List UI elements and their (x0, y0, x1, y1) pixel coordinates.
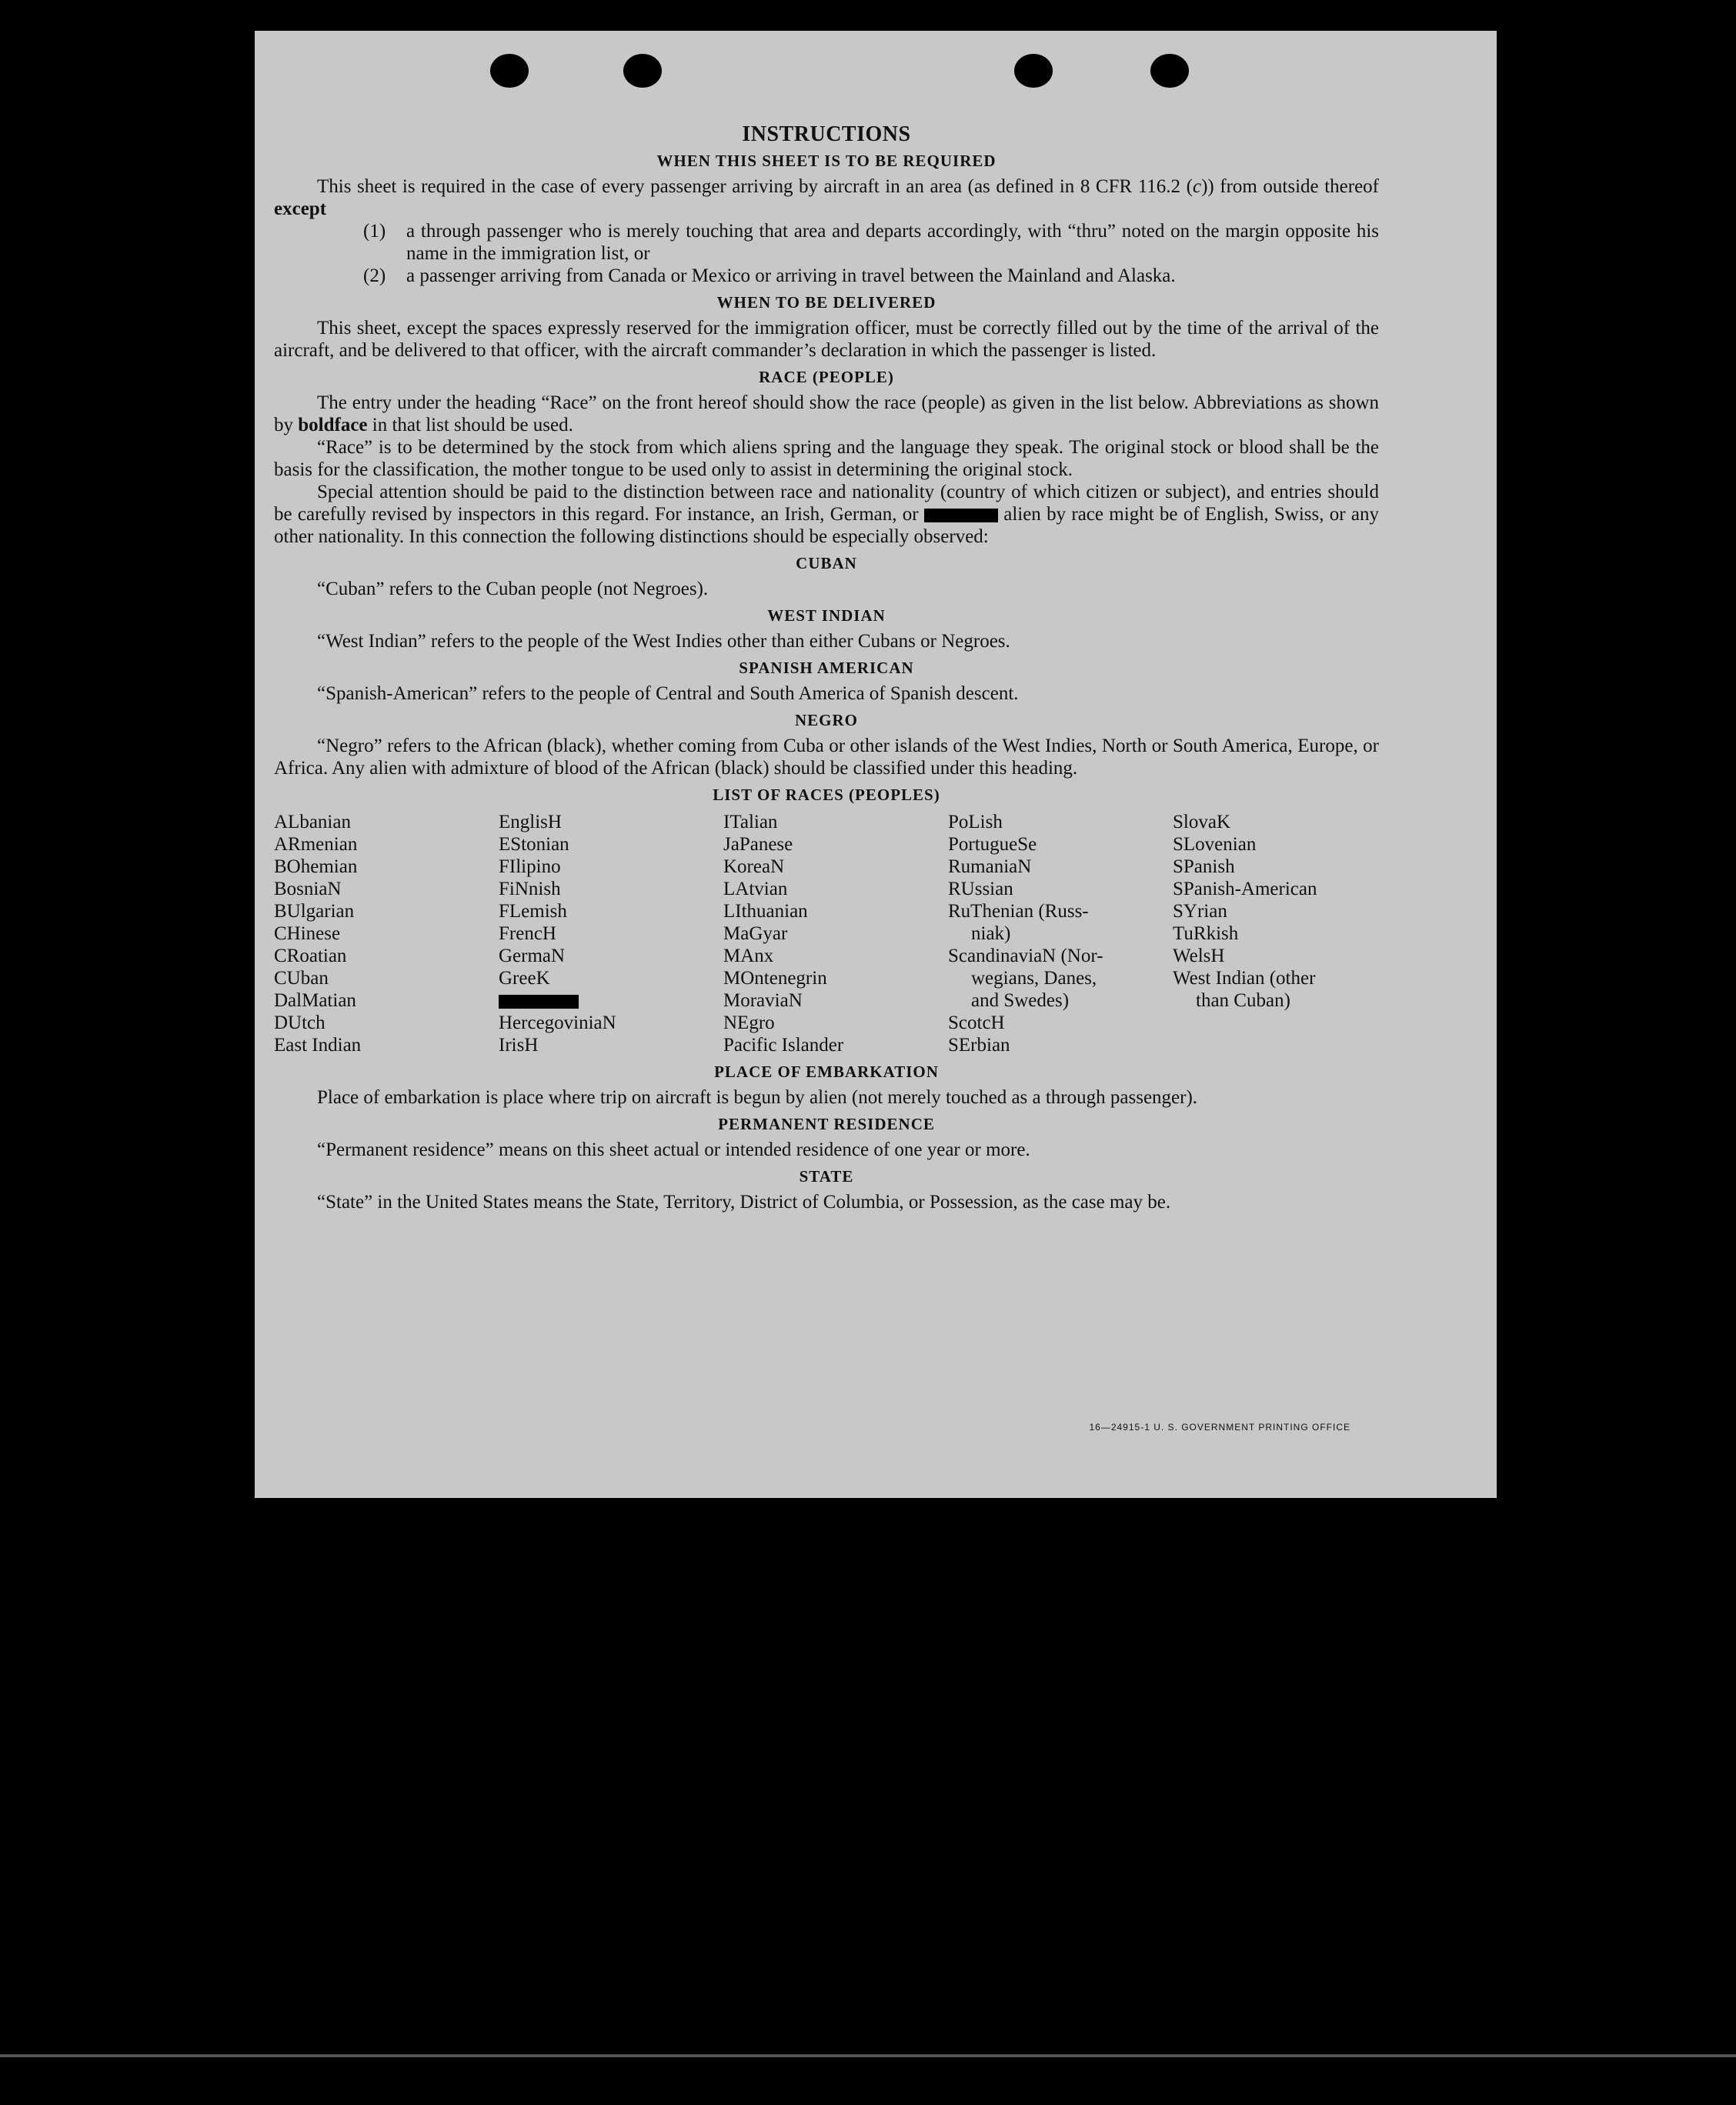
race-item: HercegoviniaN (499, 1012, 616, 1033)
race-item-continuation: than Cuban) (1196, 990, 1290, 1011)
punch-hole (1014, 54, 1053, 88)
intro-italic: c (1192, 176, 1202, 197)
list-item (363, 265, 1379, 287)
section-heading-spanish-american: SPANISH AMERICAN (739, 659, 914, 677)
race-item: SPanish-American (1173, 879, 1317, 899)
document-sheet (255, 31, 1497, 1498)
residence-text: “Permanent residence” means on this sheet actual or intended residence of one year or more. (317, 1139, 1030, 1160)
intro-text: This sheet is required in the case of every passenger arriving by aircraft in an area (as defined in 8 CFR 116.2 ( (317, 176, 1193, 197)
scan-edge-line (0, 2054, 1736, 2057)
race-item-redacted (499, 989, 723, 1012)
intro-except: except (274, 198, 327, 219)
section-heading-permanent-residence: PERMANENT RESIDENCE (718, 1115, 935, 1133)
race-item: FrencH (499, 923, 556, 944)
race-item: Pacific Islander (723, 1035, 844, 1056)
races-column (1173, 811, 1379, 1056)
state-text: “State” in the United States means the State, Territory, District of Columbia, or Possession, as the case may be. (317, 1192, 1171, 1213)
race-item: SPanish (1173, 856, 1235, 877)
race-item: MaGyar (723, 923, 788, 944)
race-item: LIthuanian (723, 901, 808, 922)
race-item: MAnx (723, 946, 774, 966)
punch-hole (1150, 54, 1189, 88)
race-item (1173, 967, 1379, 1012)
race-item (948, 900, 1173, 945)
race-item: FLemish (499, 901, 567, 922)
race-item: BOhemian (274, 856, 358, 877)
race-item: GermaN (499, 946, 566, 966)
race-item: TuRkish (1173, 923, 1239, 944)
race-paragraph-2: “Race” is to be determined by the stock from which aliens spring and the language they speak. The original stock or blood shall be the basis for the classification, the mother tongue to be used only to assist in determining the original stock. (274, 437, 1379, 480)
race-item: DUtch (274, 1012, 326, 1033)
section-heading-embarkation: PLACE OF EMBARKATION (714, 1063, 939, 1081)
race-text: Special attention should be paid to the distinction between race and nationality (country of which citizen or subject), and entries should be carefully revised by inspectors in this regard. For instance, an Irish, German, or (274, 482, 1379, 525)
spanish-american-text: “Spanish-American” refers to the people of Central and South America of Spanish descent. (317, 683, 1019, 704)
races-column (723, 811, 948, 1056)
race-text: in that list should be used. (367, 415, 573, 435)
race-item: CUban (274, 968, 329, 989)
race-paragraph-3 (274, 481, 1379, 548)
race-item: NEgro (723, 1012, 775, 1033)
item-text: a passenger arriving from Canada or Mexico or arriving in travel between the Mainland and Alaska. (406, 265, 1176, 286)
race-item: CRoatian (274, 946, 347, 966)
race-text: alien by race might be of English, Swiss, or any other nationality. In this connection the following distinctions should be especially observed: (274, 504, 1379, 547)
races-column (499, 811, 723, 1056)
instructions-content (274, 123, 1379, 1213)
races-column (948, 811, 1173, 1056)
race-item: FiNnish (499, 879, 561, 899)
race-item: East Indian (274, 1035, 362, 1056)
section-heading-race: RACE (PEOPLE) (759, 368, 894, 386)
item-number: (2) (363, 265, 386, 286)
race-item-continuation: wegians, Danes, (971, 968, 1097, 989)
race-item-continuation: niak) (971, 923, 1011, 944)
section-heading-state: STATE (799, 1167, 854, 1186)
race-item: SYrian (1173, 901, 1227, 922)
race-item: ARmenian (274, 834, 358, 855)
race-item: CHinese (274, 923, 341, 944)
race-item: ScotcH (948, 1012, 1005, 1033)
cuban-text: “Cuban” refers to the Cuban people (not Negroes). (317, 579, 709, 599)
punch-hole (490, 54, 529, 88)
race-item: ALbanian (274, 812, 351, 832)
race-item: EnglisH (499, 812, 562, 832)
race-item: SErbian (948, 1035, 1010, 1056)
section-heading-negro: NEGRO (794, 711, 858, 729)
race-item: IrisH (499, 1035, 539, 1056)
race-text: The entry under the heading “Race” on the front hereof should show the race (people) as given in the list below. Abbreviations as shown by (274, 392, 1379, 435)
list-item (363, 220, 1379, 265)
page-title: INSTRUCTIONS (742, 122, 911, 146)
race-item: RUssian (948, 879, 1013, 899)
race-item: ITalian (723, 812, 778, 832)
item-text: a through passenger who is merely touching that area and departs accordingly, with “thru” noted on the margin opposite his name in the immigration list, or (406, 221, 1379, 264)
print-code: 16—24915-1 U. S. GOVERNMENT PRINTING OFFICE (1089, 1422, 1350, 1433)
intro-text: )) from outside thereof (1201, 176, 1379, 197)
punch-hole (623, 54, 662, 88)
item-number: (1) (363, 221, 386, 242)
when-delivered-text: This sheet, except the spaces expressly reserved for the immigration officer, must be correctly filled out by the time of the arrival of the aircraft, and be delivered to that officer, with the aircraft commander’s declaration in which the passenger is listed. (274, 318, 1379, 361)
race-item: RumaniaN (948, 856, 1032, 877)
race-item: MoraviaN (723, 990, 803, 1011)
races-list (274, 811, 1379, 1056)
race-item: FIlipino (499, 856, 561, 877)
race-item: SLovenian (1173, 834, 1257, 855)
redaction-mark (924, 509, 998, 522)
section-heading-when-delivered: WHEN TO BE DELIVERED (716, 293, 936, 312)
race-item: DalMatian (274, 990, 356, 1011)
when-required-intro (274, 175, 1379, 220)
embarkation-text: Place of embarkation is place where trip on aircraft is begun by alien (not merely touched as a through passenger). (317, 1087, 1198, 1108)
race-item: WelsH (1173, 946, 1225, 966)
section-heading-list-of-races: LIST OF RACES (PEOPLES) (713, 786, 940, 804)
race-item: BosniaN (274, 879, 342, 899)
race-item: JaPanese (723, 834, 793, 855)
race-item-text: RuThenian (Russ- (948, 901, 1089, 922)
section-heading-west-indian: WEST INDIAN (767, 606, 886, 625)
section-heading-cuban: CUBAN (796, 554, 857, 572)
west-indian-text: “West Indian” refers to the people of the West Indies other than either Cubans or Negroes. (317, 631, 1010, 652)
race-item: EStonian (499, 834, 569, 855)
race-item: MOntenegrin (723, 968, 827, 989)
race-item: BUlgarian (274, 901, 355, 922)
race-item: SlovaK (1173, 812, 1230, 832)
race-paragraph-1 (274, 392, 1379, 436)
race-item: KoreaN (723, 856, 785, 877)
race-item: GreeK (499, 968, 550, 989)
redaction-mark (499, 995, 579, 1009)
races-column (274, 811, 499, 1056)
negro-text: “Negro” refers to the African (black), whether coming from Cuba or other islands of the West Indies, North or South America, Europe, or Africa. Any alien with admixture of blood of the African (black) should be classified under this heading. (274, 736, 1379, 779)
race-item: LAtvian (723, 879, 788, 899)
race-item (948, 945, 1173, 1012)
section-heading-when-required: WHEN THIS SHEET IS TO BE REQUIRED (656, 152, 997, 170)
race-item: PortugueSe (948, 834, 1037, 855)
race-item: PoLish (948, 812, 1003, 832)
race-item-continuation: and Swedes) (971, 990, 1070, 1011)
race-bold: boldface (298, 415, 368, 435)
race-item-text: ScandinaviaN (Nor- (948, 946, 1103, 966)
race-item-text: West Indian (other (1173, 968, 1316, 989)
